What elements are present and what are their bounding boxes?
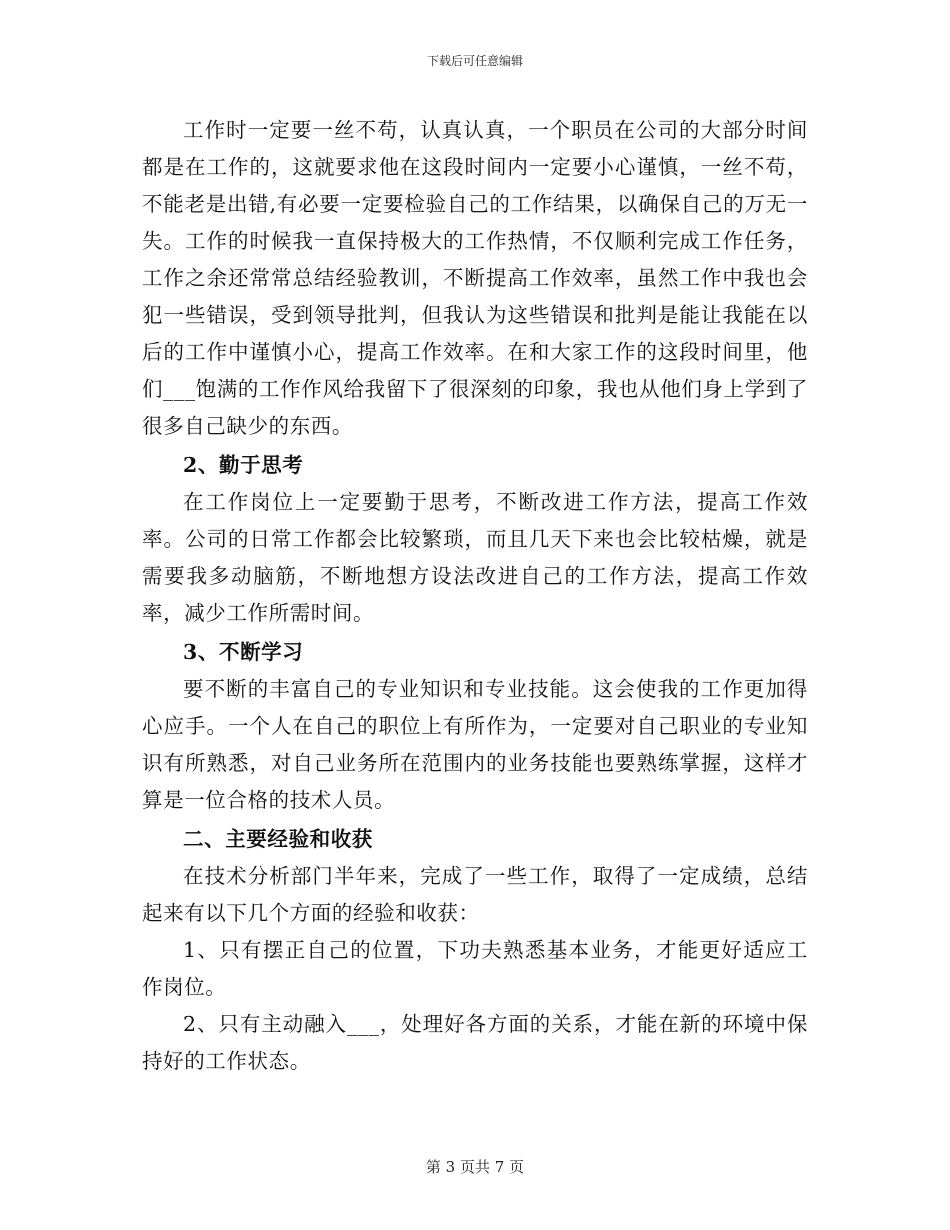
paragraph-continuous-learning: 要不断的丰富自己的专业知识和专业技能。这会使我的工作更加得心应手。一个人在自己的职位上有所作为，一定要对自己职业的专业知识有所熟悉，对自己业务所在范围内的业务技能也要熟练掌握，这样才算是一位合格的技术人员。 [142, 677, 808, 812]
paragraph-diligent-thinking: 在工作岗位上一定要勤于思考，不断改进工作方法，提高工作效率。公司的日常工作都会比较繁琐，而且几天下来也会比较枯燥，就是需要我多动脑筋，不断地想方设法改进自己的工作方法，提高工作效率，减少工作所需时间。 [142, 490, 808, 625]
document-body [142, 112, 808, 1080]
heading-continuous-learning: 3、不断学习 [183, 640, 304, 664]
heading-main-experience: 二、主要经验和收获 [183, 827, 373, 851]
paragraph-experience-intro: 在技术分析部门半年来，完成了一些工作，取得了一定成绩，总结起来有以下几个方面的经验和收获： [142, 864, 808, 925]
page-footer: 第 3 页共 7 页 [425, 1158, 525, 1176]
paragraph-experience-item-2: 2、只有主动融入___，处理好各方面的关系，才能在新的环境中保持好的工作状态。 [142, 1012, 808, 1073]
paragraph-work-attitude: 工作时一定要一丝不苟，认真认真，一个职员在公司的大部分时间都是在工作的，这就要求他在这段时间内一定要小心谨慎，一丝不苟，不能老是出错,有必要一定要检验自己的工作结果，以确保自己的万无一失。工作的时候我一直保持极大的工作热情，不仅顺利完成工作任务，工作之余还常常总结经验教训，不断提高工作效率，虽然工作中我也会犯一些错误，受到领导批判，但我认为这些错误和批判是能让我能在以后的工作中谨慎小心，提高工作效率。在和大家工作的这段时间里，他们___饱满的工作作风给我留下了很深刻的印象，我也从他们身上学到了很多自己缺少的东西。 [142, 118, 808, 438]
heading-diligent-thinking: 2、勤于思考 [183, 453, 304, 477]
page-header: 下载后可任意编辑 [426, 54, 523, 68]
paragraph-experience-item-1: 1、只有摆正自己的位置，下功夫熟悉基本业务，才能更好适应工作岗位。 [142, 938, 808, 999]
